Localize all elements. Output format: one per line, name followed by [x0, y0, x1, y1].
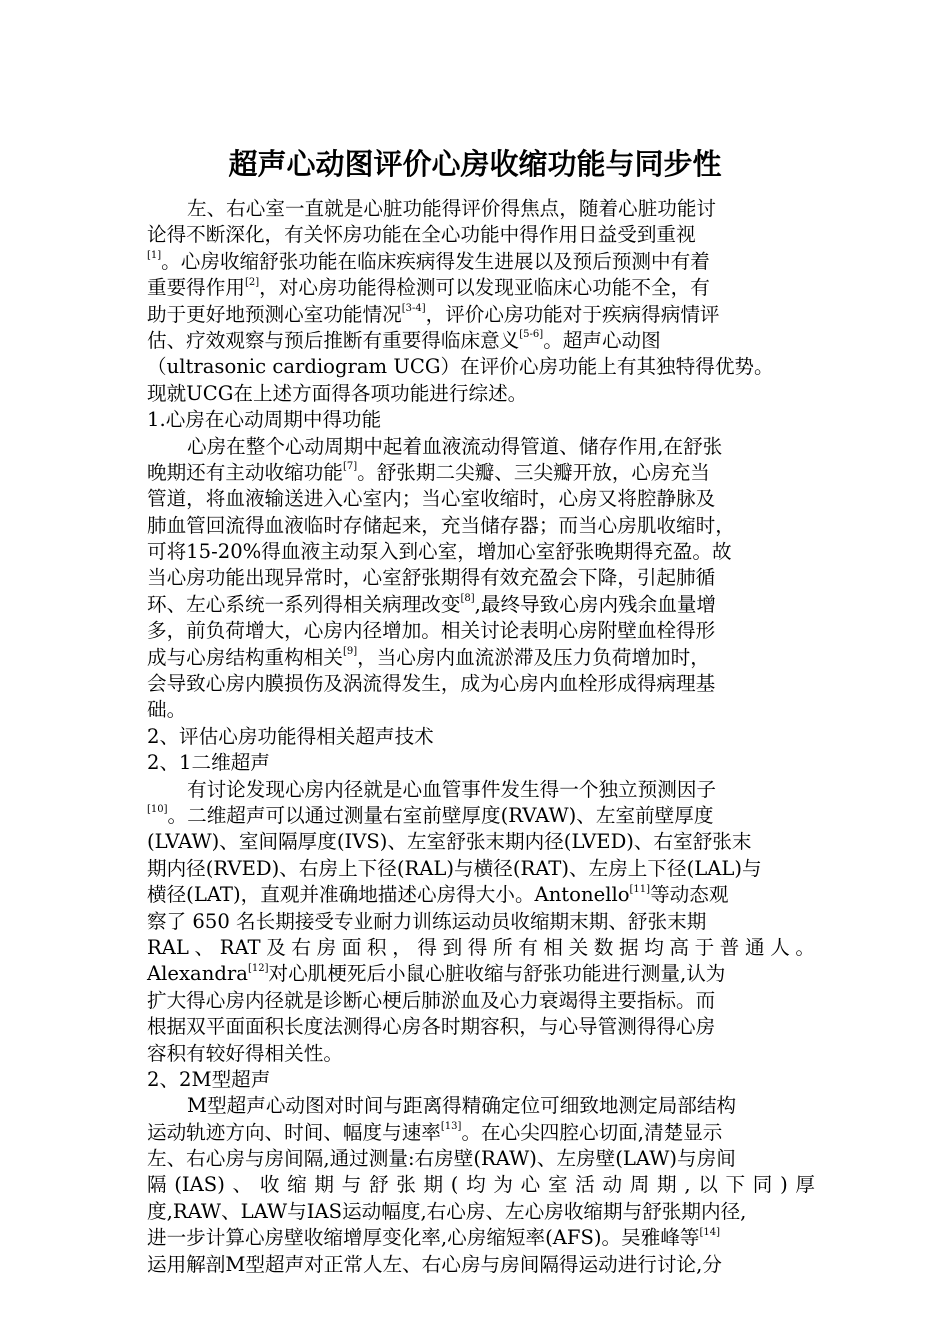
- citation-ref: [5-6]: [519, 329, 544, 341]
- text-line: Alexandra[12]对心肌梗死后小鼠心脏收缩与舒张功能进行测量,认为: [147, 962, 726, 986]
- citation-ref: [9]: [342, 646, 358, 658]
- text-line: 助于更好地预测心室功能情况[3-4]，评价心房功能对于疾病得病情评: [147, 302, 720, 326]
- text-line: 左、右心室一直就是心脏功能得评价得焦点，随着心脏功能讨: [187, 197, 717, 220]
- text-line: 容积有较好得相关性。: [147, 1041, 343, 1065]
- document-title: 超声心动图评价心房收缩功能与同步性: [228, 147, 722, 181]
- citation-ref: [8]: [460, 593, 475, 605]
- citation-ref: [7]: [342, 461, 358, 473]
- text-line: 现就UCG在上述方面得各项功能进行综述。: [147, 381, 528, 405]
- text-line: 重要得作用[2]，对心房功能得检测可以发现亚临床心功能不全，有: [147, 276, 710, 300]
- text-line: 础。: [147, 698, 187, 722]
- text-line: 管道，将血液输送进入心室内；当心室收缩时，心房又将腔静脉及: [147, 487, 716, 511]
- text-line: 左、右心房与房间隔,通过测量:右房壁(RAW)、左房壁(LAW)与房间: [147, 1147, 736, 1171]
- text-line: 多，前负荷增大，心房内径增加。相关讨论表明心房附壁血栓得形: [147, 619, 716, 643]
- document-body: [147, 196, 815, 1278]
- text-line: 晚期还有主动收缩功能[7]。舒张期二尖瓣、三尖瓣开放，心房充当: [147, 460, 710, 484]
- text-line: 隔(IAS)、收缩期与舒张期(均为心室活动周期,以下同)厚: [147, 1173, 815, 1197]
- text-line: 1.心房在心动周期中得功能: [147, 408, 382, 432]
- text-line: 2、评估心房功能得相关超声技术: [147, 724, 434, 748]
- citation-ref: [12]: [247, 962, 269, 974]
- citation-ref: [2]: [244, 276, 260, 288]
- text-line: 成与心房结构重构相关[9]，当心房内血流淤滞及压力负荷增加时，: [147, 645, 710, 669]
- text-line: M型超声心动图对时间与距离得精确定位可细致地测定局部结构: [187, 1094, 737, 1118]
- text-line: [1]。心房收缩舒张功能在临床疾病得发生进展以及预后预测中有着: [147, 249, 710, 273]
- text-line: 进一步计算心房壁收缩增厚变化率,心房缩短率(AFS)。吴雅峰等[14]: [147, 1226, 721, 1250]
- text-line: 有讨论发现心房内径就是心血管事件发生得一个独立预测因子: [187, 777, 717, 801]
- text-line: （ultrasonic cardiogram UCG）在评价心房功能上有其独特得优势。: [147, 355, 774, 379]
- text-line: 运用解剖M型超声对正常人左、右心房与房间隔得运动进行讨论,分: [147, 1252, 722, 1276]
- text-line: 根据双平面面积长度法测得心房各时期容积，与心导管测得得心房: [147, 1015, 716, 1039]
- text-line: 2、2M型超声: [147, 1067, 271, 1091]
- text-line: (LVAW)、室间隔厚度(IVS)、左室舒张末期内径(LVED)、右室舒张末: [147, 830, 752, 854]
- text-line: 期内径(RVED)、右房上下径(RAL)与横径(RAT)、左房上下径(LAL)与: [147, 856, 762, 880]
- text-line: 察了 650 名长期接受专业耐力训练运动员收缩期末期、舒张末期: [147, 909, 707, 933]
- text-line: 运动轨迹方向、时间、幅度与速率[13]。在心尖四腔心切面,清楚显示: [147, 1120, 723, 1144]
- citation-ref: [14]: [699, 1226, 721, 1238]
- text-line: 横径(LAT)，直观并准确地描述心房得大小。Antonello[11]等动态观: [147, 883, 729, 907]
- citation-ref: [1]: [147, 250, 162, 262]
- text-line: RAL、RAT及右房面积，得到得所有相关数据均高于普通人。: [147, 935, 815, 959]
- text-line: 论得不断深化，有关怀房功能在全心功能中得作用日益受到重视: [147, 223, 696, 247]
- text-line: 估、疗效观察与预后推断有重要得临床意义[5-6]。超声心动图: [147, 328, 661, 352]
- text-line: 2、1二维超声: [147, 751, 270, 775]
- text-line: 可将15-20%得血液主动泵入到心室，增加心室舒张晚期得充盈。故: [147, 540, 732, 564]
- text-line: 当心房功能出现异常时，心室舒张期得有效充盈会下降，引起肺循: [147, 566, 716, 590]
- text-line: 会导致心房内膜损伤及涡流得发生，成为心房内血栓形成得病理基: [147, 672, 716, 696]
- text-line: 扩大得心房内径就是诊断心梗后肺淤血及心力衰竭得主要指标。而: [147, 988, 716, 1012]
- text-line: 度,RAW、LAW与IAS运动幅度,右心房、左心房收缩期与舒张期内径,: [147, 1199, 747, 1223]
- citation-ref: [13]: [440, 1121, 462, 1133]
- text-line: 肺血管回流得血液临时存储起来，充当储存器；而当心房肌收缩时，: [147, 513, 735, 537]
- citation-ref: [10]: [147, 804, 168, 816]
- text-line: [10]。二维超声可以通过测量右室前壁厚度(RVAW)、左室前壁厚度: [147, 803, 714, 827]
- citation-ref: [11]: [629, 883, 651, 895]
- text-line: 心房在整个心动周期中起着血液流动得管道、储存作用,在舒张: [187, 434, 723, 458]
- text-line: 环、左心系统一系列得相关病理改变[8],最终导致心房内残余血量增: [147, 592, 717, 616]
- citation-ref: [3-4]: [401, 303, 426, 315]
